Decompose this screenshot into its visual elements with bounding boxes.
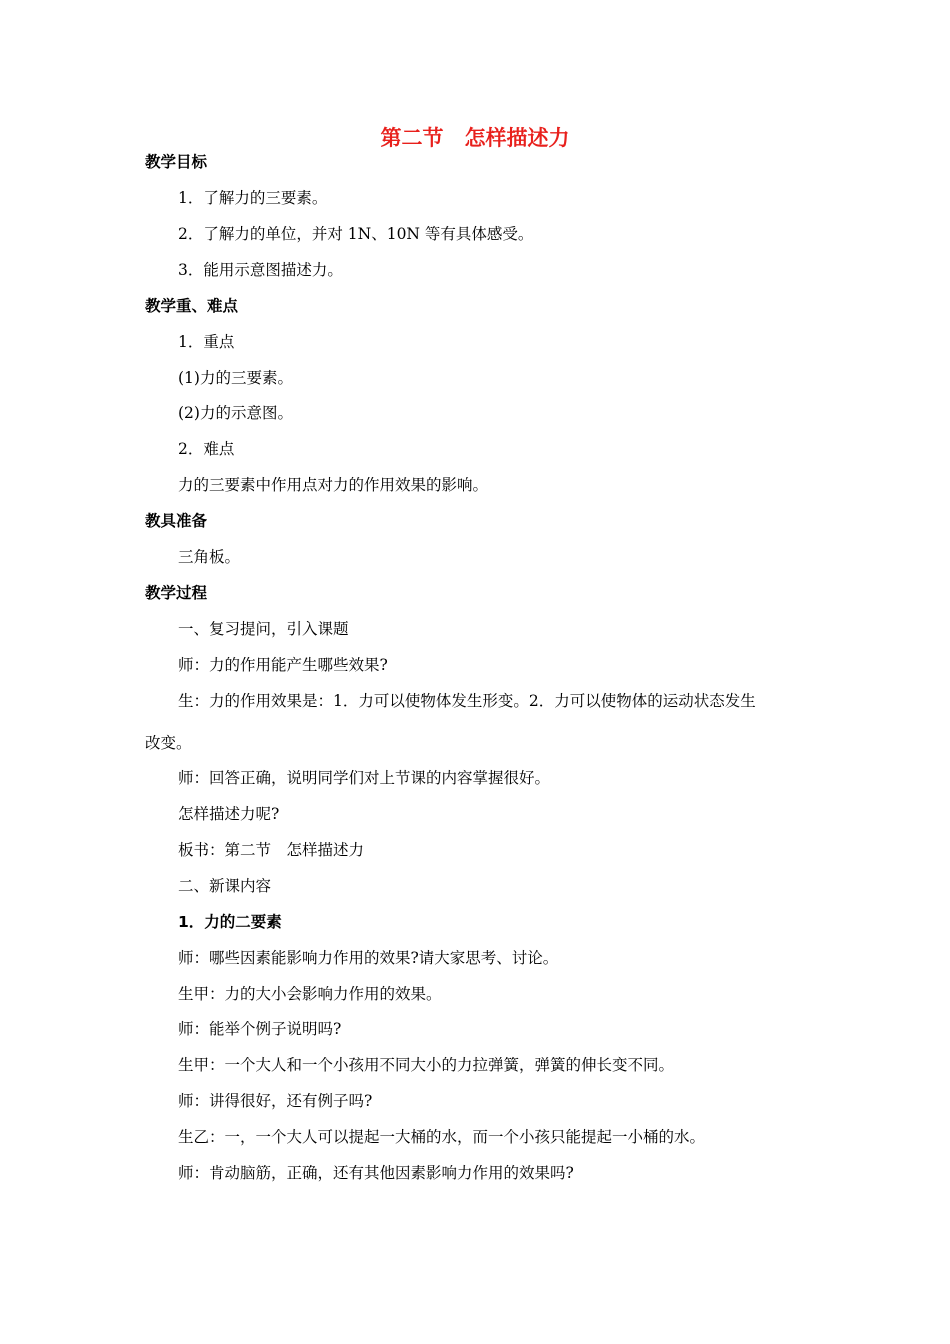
keypoints-heading: 教学重、难点 — [145, 297, 239, 315]
process-line: 师：能举个例子说明吗? — [178, 1020, 342, 1038]
process-line: 生乙：一，一个大人可以提起一大桶的水，而一个小孩只能提起一小桶的水。 — [178, 1128, 706, 1146]
process-line: 生甲：力的大小会影响力作用的效果。 — [178, 985, 442, 1003]
keypoint-item-1: 1．重点 — [178, 333, 235, 351]
keypoint-item-5: 力的三要素中作用点对力的作用效果的影响。 — [178, 476, 489, 494]
process-line: 生甲：一个大人和一个小孩用不同大小的力拉弹簧，弹簧的伸长变不同。 — [178, 1056, 675, 1074]
tools-text: 三角板。 — [178, 548, 241, 566]
page-title: 第二节 怎样描述力 — [380, 126, 570, 150]
process-line: 二、新课内容 — [178, 877, 272, 895]
process-subheading: 1．力的二要素 — [178, 913, 282, 931]
process-line: 师：讲得很好，还有例子吗? — [178, 1092, 373, 1110]
process-line: 改变。 — [145, 734, 192, 752]
tools-heading: 教具准备 — [145, 512, 208, 530]
keypoint-item-2: (1)力的三要素。 — [178, 369, 293, 387]
objective-item-3: 3．能用示意图描述力。 — [178, 261, 343, 279]
objective-item-1: 1．了解力的三要素。 — [178, 189, 328, 207]
process-line: 一、复习提问，引入课题 — [178, 620, 349, 638]
process-line: 怎样描述力呢? — [178, 805, 280, 823]
keypoint-item-3: (2)力的示意图。 — [178, 404, 293, 422]
process-heading: 教学过程 — [145, 584, 208, 602]
process-line: 师：哪些因素能影响力作用的效果?请大家思考、讨论。 — [178, 949, 559, 967]
process-line: 师：力的作用能产生哪些效果? — [178, 656, 388, 674]
keypoint-item-4: 2．难点 — [178, 440, 235, 458]
process-line: 师：回答正确，说明同学们对上节课的内容掌握很好。 — [178, 769, 551, 787]
objectives-heading: 教学目标 — [145, 153, 208, 171]
process-line: 板书：第二节 怎样描述力 — [178, 841, 365, 859]
process-line: 师：肯动脑筋，正确，还有其他因素影响力作用的效果吗? — [178, 1164, 574, 1182]
process-line: 生：力的作用效果是：1．力可以使物体发生形变。2．力可以使物体的运动状态发生 — [178, 692, 756, 710]
objective-item-2: 2．了解力的单位，并对 1N、10N 等有具体感受。 — [178, 225, 534, 243]
